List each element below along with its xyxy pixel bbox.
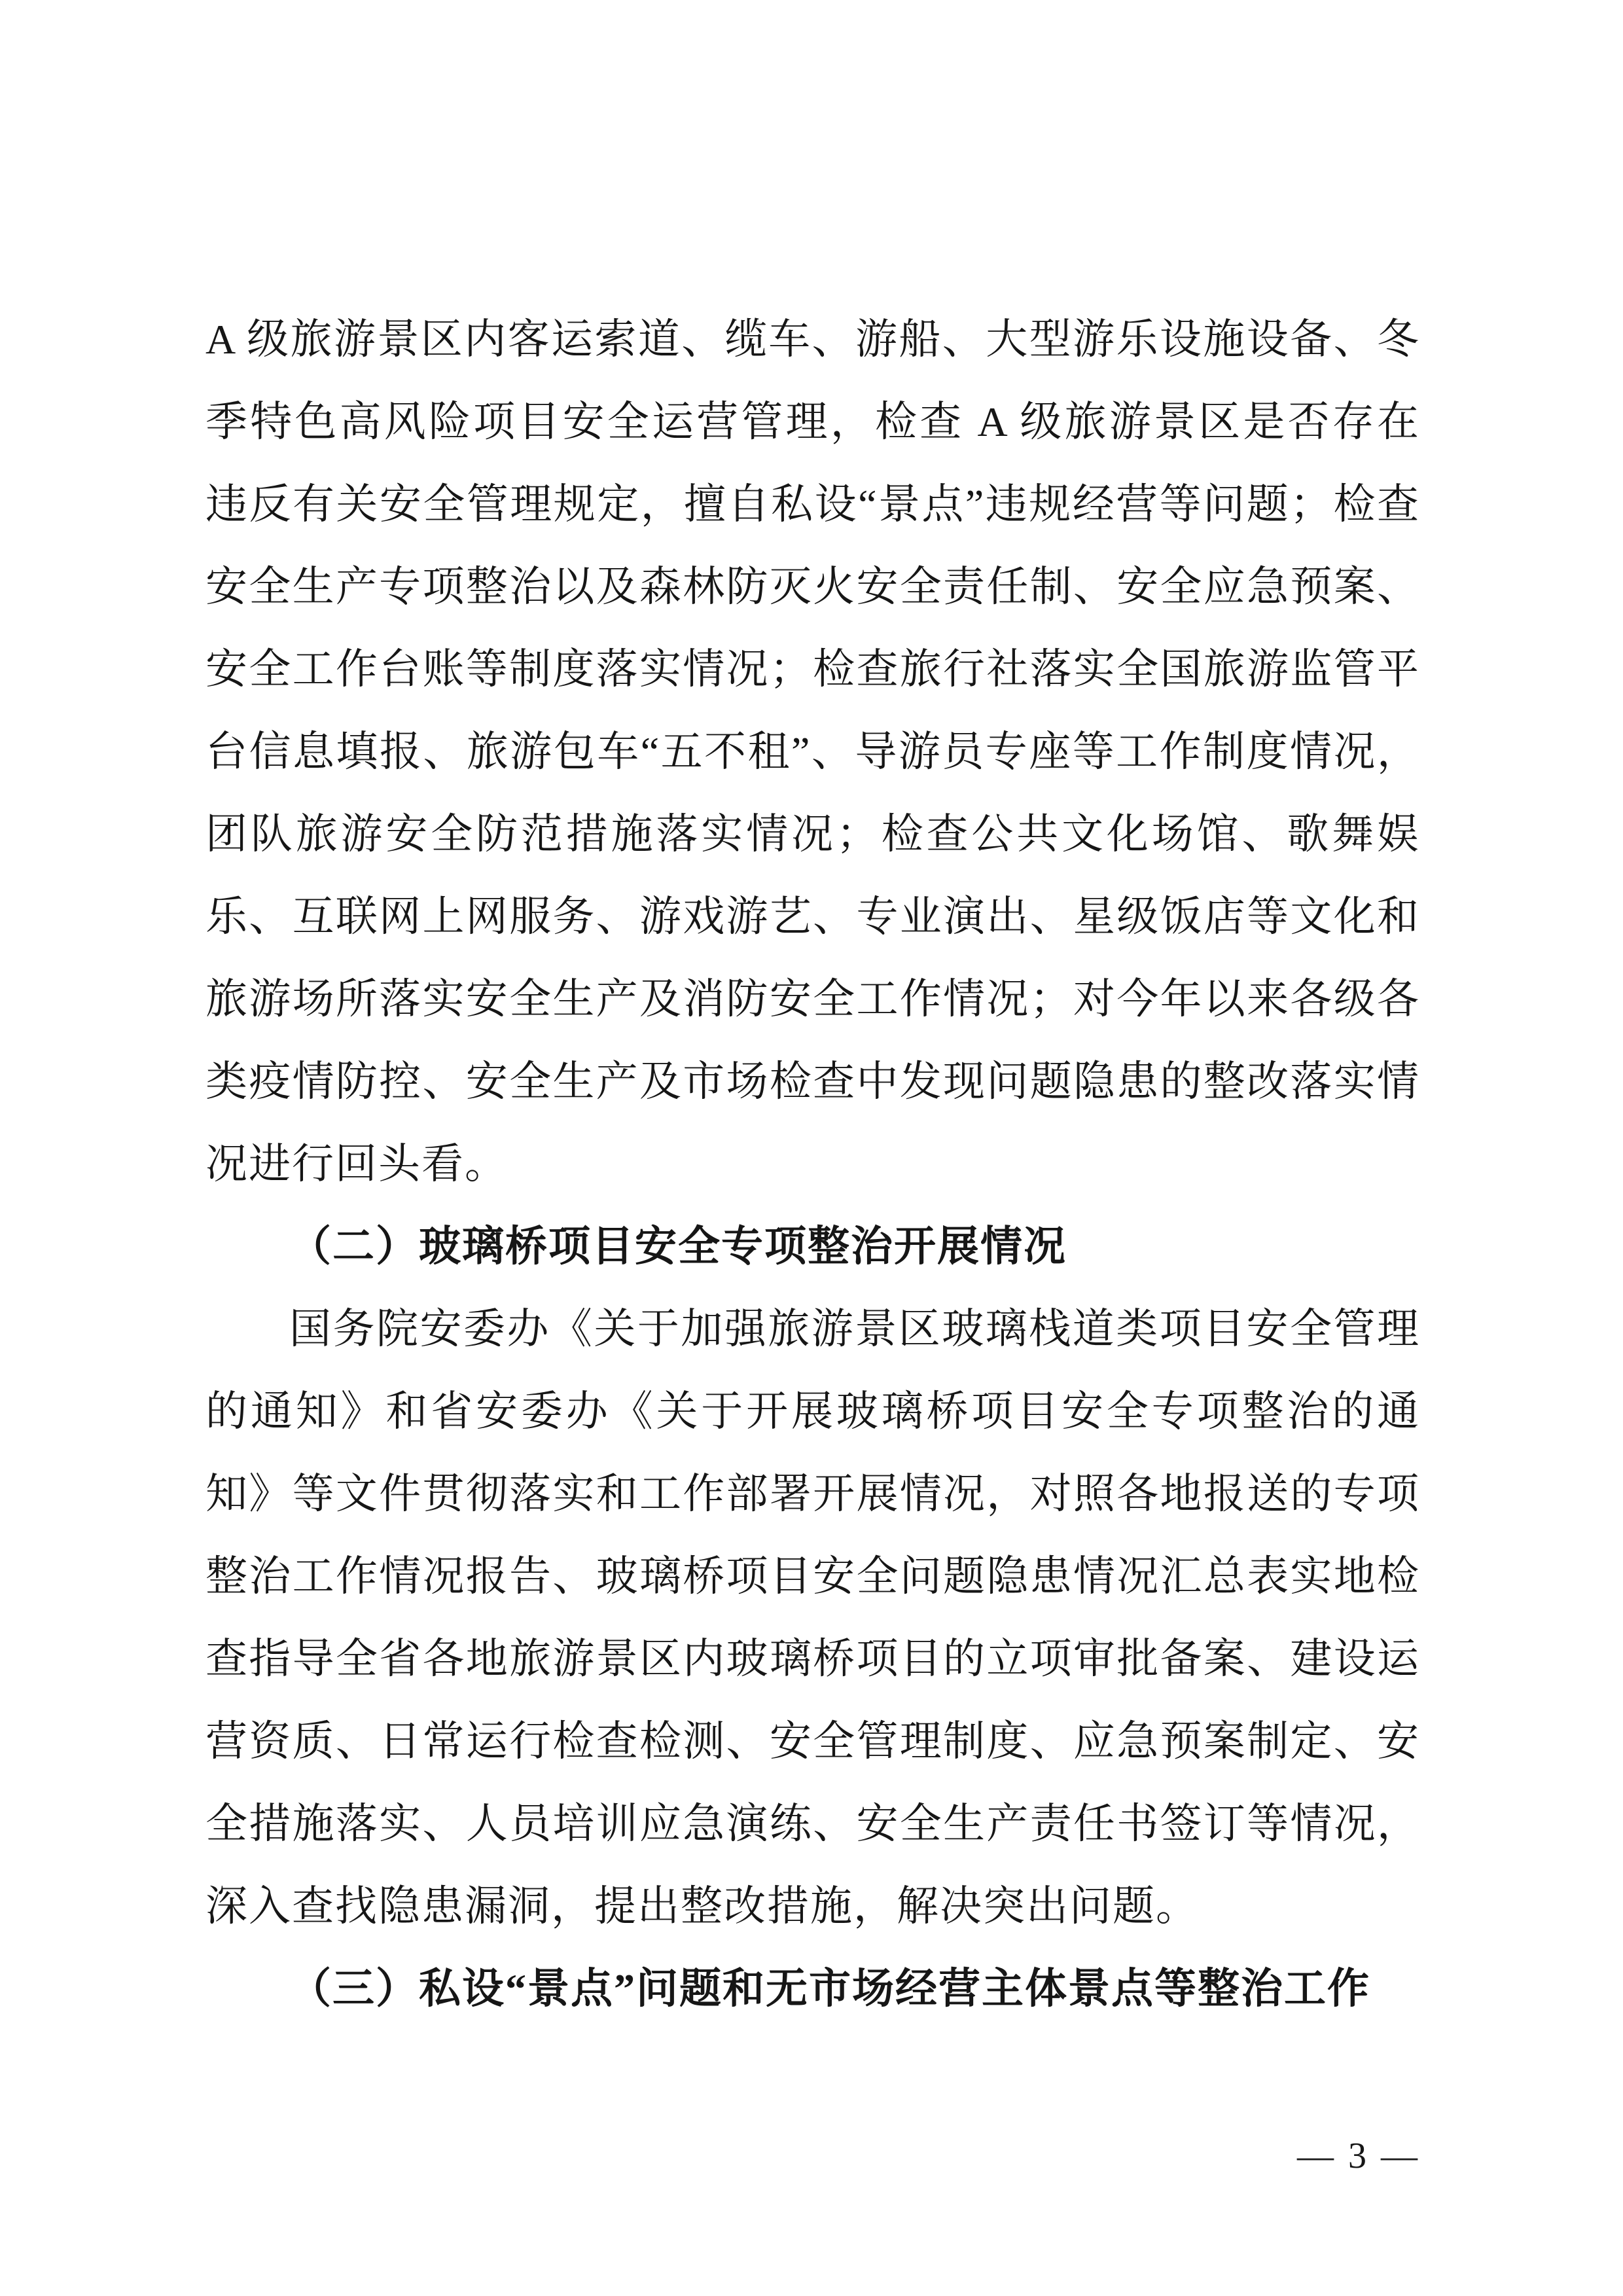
paragraph-continuation: A 级旅游景区内客运索道、缆车、游船、大型游乐设施设备、冬季特色高风险项目安全运营管理，检查 A 级旅游景区是否存在违反有关安全管理规定，擅自私设“景点”违规经营等问题；检查安全生产专项整治以及森林防灭火安全责任制、安全应急预案、安全工作台账等制度落实情况；检查旅行社落实全国旅游监管平台信息填报、旅游包车“五不租”、导游员专座等工作制度情况，团队旅游安全防范措施落实情况；检查公共文化场馆、歌舞娱乐、互联网上网服务、游戏游艺、专业演出、星级饭店等文化和旅游场所落实安全生产及消防安全工作情况；对今年以来各级各类疫情防控、安全生产及市场检查中发现问题隐患的整改落实情况进行回头看。 (205, 316, 1420, 1187)
section-heading-3: （三）私设“景点”问题和无市场经营主体景点等整治工作 (289, 1965, 1370, 2012)
paragraph-glass-bridge-remediation: 国务院安委办《关于加强旅游景区玻璃栈道类项目安全管理的通知》和省安委办《关于开展玻璃桥项目安全专项整治的通知》等文件贯彻落实和工作部署开展情况，对照各地报送的专项整治工作情况报告、玻璃桥项目安全问题隐患情况汇总表实地检查指导全省各地旅游景区内玻璃桥项目的立项审批备案、建设运营资质、日常运行检查检测、安全管理制度、应急预案制定、安全措施落实、人员培训应急演练、安全生产责任书签订等情况，深入查找隐患漏洞，提出整改措施，解决突出问题。 (205, 1306, 1420, 1929)
document-body (205, 298, 1420, 2030)
page-number: — 3 — (1297, 2136, 1420, 2176)
section-heading-2: （二）玻璃桥项目安全专项整治开展情况 (289, 1223, 1067, 1270)
